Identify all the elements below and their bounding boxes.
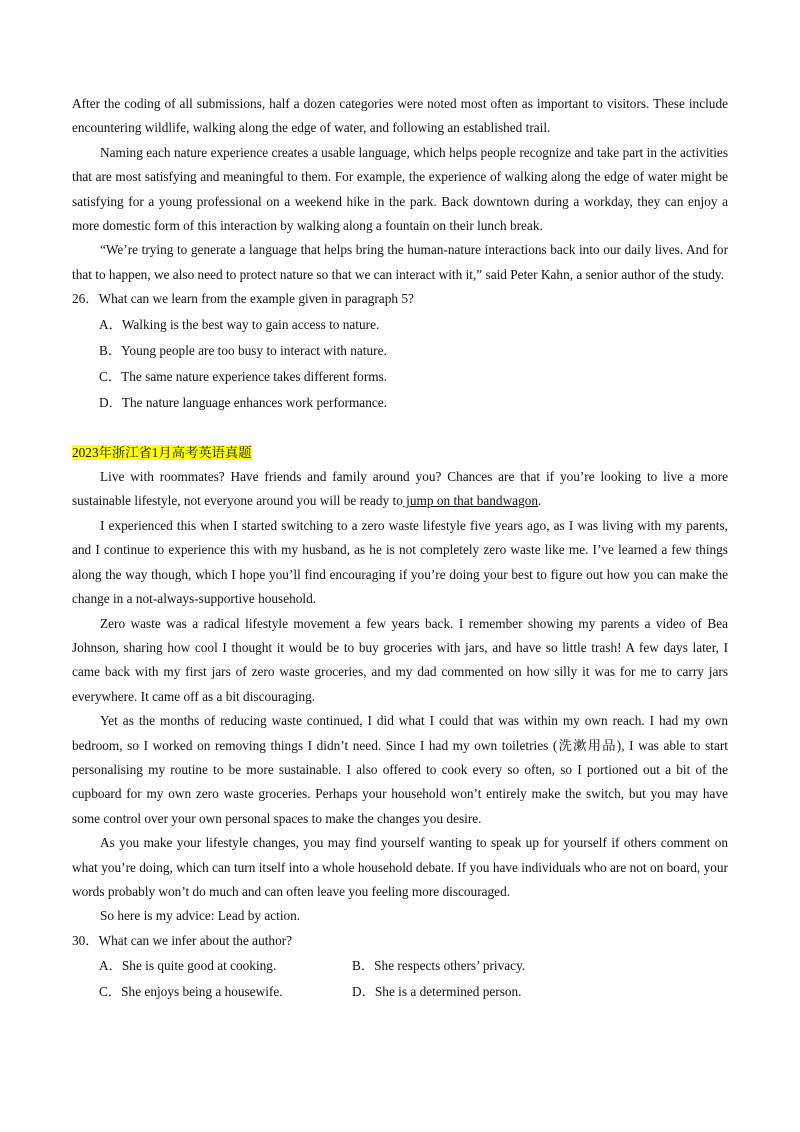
question-30-options-row-2 (99, 979, 728, 1005)
section-gap (72, 416, 728, 441)
passage2-paragraph-6: So here is my advice: Lead by action. (100, 908, 301, 924)
passage1-paragraph-2: Naming each nature experience creates a usable language, which helps people recognize and take part in the activities that are most satisfying and meaningful to them. For example, the experience of walking along the edge of water might be satisfying for a young professional on a weekend hike in the park. Back downtown during a workday, they can enjoy a more domestic form of this interaction by walking along a fountain on their lunch break. (72, 144, 728, 234)
question-30-options-row-1 (99, 953, 728, 979)
underlined-phrase: jump on that bandwagon (402, 493, 539, 509)
question-26-option-b: B．Young people are too busy to interact with nature. (99, 342, 387, 358)
question-26-option-d: D．The nature language enhances work performance. (99, 394, 387, 410)
section-heading-highlight: 2023年浙江省1月高考英语真题 (72, 444, 252, 460)
document-page (72, 92, 728, 1005)
question-30-option-d: D．She is a determined person. (352, 984, 522, 1000)
question-30 (72, 929, 728, 1005)
passage2-paragraph-4: Yet as the months of reducing waste continued, I did what I could that was within my own reach. I had my own bedroom, so I worked on removing things I didn’t need. Since I had my own toiletries (洗漱用品), I was able to start personalising my routine to be more sustainable. I also offered to cook every so often, so I portioned out a bit of the cupboard for my own zero waste groceries. Perhaps your household won’t entirely make the switch, but you may have some control over your own personal spaces to make the changes you desire. (72, 713, 728, 826)
passage2-paragraph-5: As you make your lifestyle changes, you may find yourself wanting to speak up for yourself if others comment on what you’re doing, which can turn itself into a whole household debate. If you have individuals who are not on board, your words probably won’t do much and can often leave you feeling more discouraged. (72, 835, 728, 899)
question-30-stem: 30．What can we infer about the author? (72, 932, 293, 948)
passage2-paragraph-1 (72, 465, 728, 514)
passage2-paragraph-1-text: Live with roommates? Have friends and family around you? Chances are that if you’re looking to live a more sustainable lifestyle, not everyone around you will be ready to (72, 469, 728, 509)
question-30-option-a: A．She is quite good at cooking. (99, 958, 277, 974)
question-26-stem: 26．What can we learn from the example given in paragraph 5? (72, 291, 414, 307)
passage2-paragraph-2: I experienced this when I started switching to a zero waste lifestyle five years ago, as I was living with my parents, and I continue to experience this with my husband, as he is not completely zero waste like me. I’ve learned a few things along the way though, which I hope you’ll find encouraging if you’re doing your best to figure out how you can make the change in a not-always-supportive household. (72, 517, 728, 607)
passage2-paragraph-1-end: . (538, 493, 542, 509)
question-26-option-c: C．The same nature experience takes different forms. (99, 368, 388, 384)
passage1-paragraph-3: “We’re trying to generate a language that helps bring the human-nature interactions back into our daily lives. And for that to happen, we also need to protect nature so that we can interact with it,” said Peter Kahn, a senior author of the study. (72, 242, 728, 282)
passage2-paragraph-3: Zero waste was a radical lifestyle movement a few years back. I remember showing my parents a video of Bea Johnson, sharing how cool I thought it would be to buy groceries with jars, and have so little trash! A few days later, I came back with my first jars of zero waste groceries, and my dad commented on how silly it was for me to carry jars everywhere. It came off as a bit discouraging. (72, 615, 728, 704)
question-26-option-a: A．Walking is the best way to gain access to nature. (99, 316, 380, 332)
question-26 (72, 287, 728, 415)
section-heading (72, 441, 728, 465)
question-30-option-b: B．She respects others’ privacy. (352, 958, 526, 974)
question-30-option-c: C．She enjoys being a housewife. (99, 984, 283, 1000)
passage1-paragraph-1: After the coding of all submissions, half a dozen categories were noted most often as important to visitors. These include encountering wildlife, walking along the edge of water, and following an established trail. (72, 96, 728, 136)
